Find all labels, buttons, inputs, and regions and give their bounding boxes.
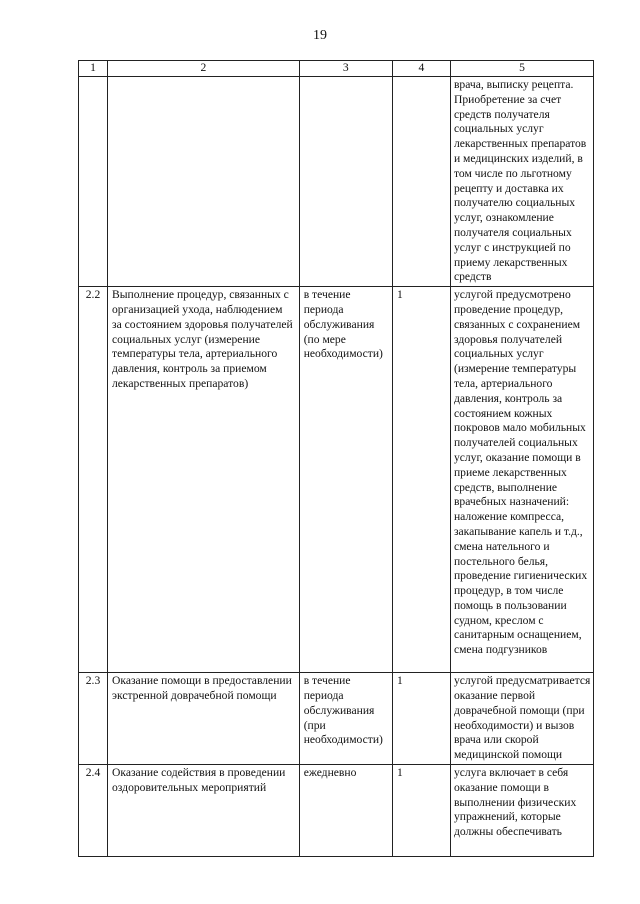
table-row: [79, 673, 594, 765]
header-col-4: 4: [392, 61, 450, 77]
service-timing: [299, 77, 392, 287]
row-number: 2.2: [79, 287, 108, 673]
service-quantity: 1: [392, 287, 450, 673]
service-details: врача, выписку рецепта. Приобретение за счет средств получателя социальных услуг лекарственных препаратов и медицинских изделий, в том числе по льготному рецепту и доставка их получателю социальных услуг, ознакомление получателя социальных услуг с инструкцией по приему лекарственных средств: [450, 77, 593, 287]
table-row: [79, 764, 594, 856]
service-name: Оказание содействия в проведении оздоровительных мероприятий: [108, 764, 300, 856]
service-quantity: 1: [392, 673, 450, 765]
service-details: услуга включает в себя оказание помощи в выполнении физических упражнений, которые должны обеспечивать: [450, 764, 593, 856]
service-timing: в течение периода обслуживания (при необходимости): [299, 673, 392, 765]
service-name: Выполнение процедур, связанных с организацией ухода, наблюдением за состоянием здоровья получателей социальных услуг (измерение температуры тела, артериального давления, контроль за приемом лекарственных препаратов): [108, 287, 300, 673]
service-name: [108, 77, 300, 287]
service-details: услугой предусматривается оказание первой доврачебной помощи (при необходимости) и вызов врача или скорой медицинской помощи: [450, 673, 593, 765]
service-quantity: 1: [392, 764, 450, 856]
header-col-2: 2: [108, 61, 300, 77]
page-number: 19: [313, 28, 327, 43]
table-row: [79, 77, 594, 287]
service-name: Оказание помощи в предоставлении экстренной доврачебной помощи: [108, 673, 300, 765]
row-number: [79, 77, 108, 287]
table-header-row: [79, 61, 594, 77]
row-number: 2.4: [79, 764, 108, 856]
service-details: услугой предусмотрено проведение процедур, связанных с сохранением здоровья получателей социальных услуг (измерение температуры тела, артериального давления, контроль за состоянием кожных покровов мало мобильных получателей социальных услуг, оказание помощи в приеме лекарственных средств, выполнение врачебных назначений: наложение компресса, закапывание капель и т.д., смена нательного и постельного белья, проведение гигиенических процедур, в том числе помощь в пользовании судном, креслом с санитарным оснащением, смена подгузников: [450, 287, 593, 673]
header-col-1: 1: [79, 61, 108, 77]
service-timing: в течение периода обслуживания (по мере необходимости): [299, 287, 392, 673]
table-row: [79, 287, 594, 673]
row-number: 2.3: [79, 673, 108, 765]
services-table: [78, 60, 594, 857]
header-col-5: 5: [450, 61, 593, 77]
service-timing: ежедневно: [299, 764, 392, 856]
header-col-3: 3: [299, 61, 392, 77]
service-quantity: [392, 77, 450, 287]
